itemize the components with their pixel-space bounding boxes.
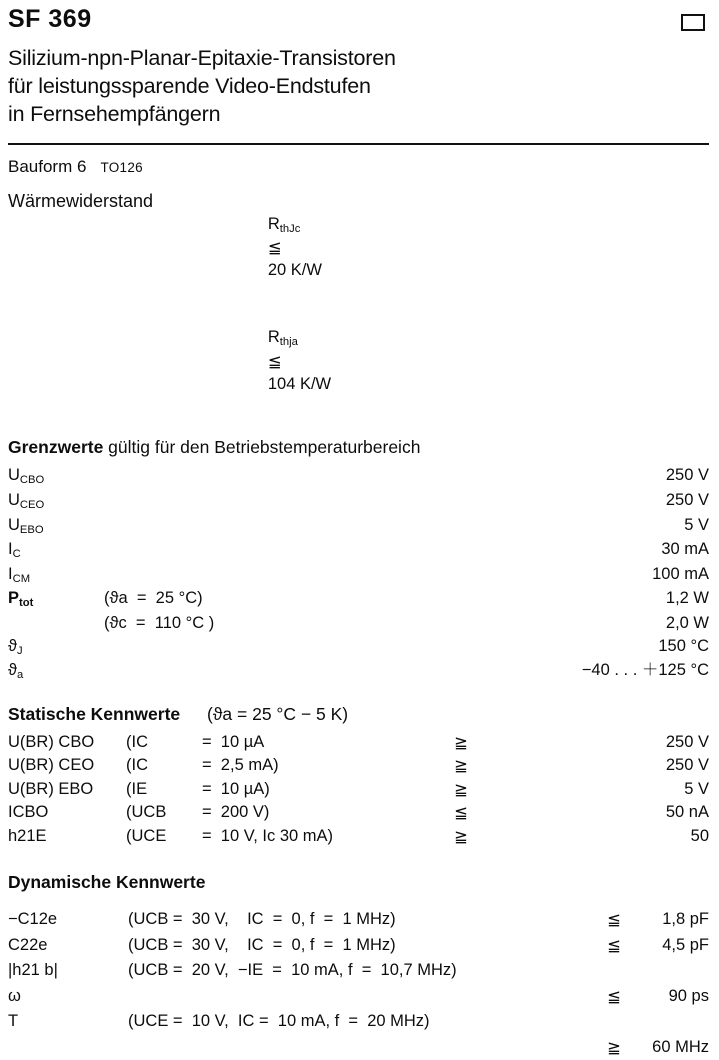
- limits-condition: [104, 514, 254, 539]
- static-relation: ≧: [454, 732, 468, 752]
- dynamic-value: 1,8 pF: [662, 910, 709, 929]
- dynamic-condition: (UCB = 30 V, IC = 0, f = 1 MHz): [128, 935, 396, 954]
- table-row: [8, 538, 709, 563]
- dynamic-condition: [128, 1035, 581, 1060]
- static-value: 250 V: [665, 732, 709, 751]
- package-label: Bauform 6: [8, 156, 87, 176]
- dynamic-relation: [581, 1009, 621, 1035]
- static-symbol: U(BR) CBO: [8, 732, 95, 751]
- dynamic-condition: [128, 984, 581, 1010]
- table-row: [8, 587, 709, 612]
- static-relation: ≦: [454, 803, 468, 823]
- limits-value: 30 mA: [661, 540, 709, 559]
- thermal-relation: ≦: [267, 238, 282, 258]
- limits-condition: (ϑc = 110 °C ): [104, 613, 215, 632]
- thermal-label: Wärmewiderstand: [8, 190, 154, 211]
- limits-symbol: $U_{EBO}$: [8, 515, 44, 536]
- limits-symbol: [8, 612, 104, 635]
- static-relation: ≧: [454, 826, 468, 846]
- limits-symbol: $U_{CEO}$: [8, 490, 45, 512]
- header-row: [8, 6, 709, 34]
- table-row: [8, 933, 709, 959]
- limits-symbol: $P_{tot}$: [8, 589, 34, 610]
- subtitle-line-1: Silizium-npn-Planar-Epitaxie-Transistoren: [8, 45, 396, 70]
- static-table: [8, 731, 709, 848]
- table-row: [8, 1035, 709, 1060]
- static-value: 250 V: [665, 756, 709, 775]
- static-condition-value: = 10 V, Ic 30 mA): [202, 826, 334, 845]
- limits-condition: [104, 464, 254, 489]
- table-row: [8, 489, 709, 514]
- dynamic-relation: [581, 958, 621, 984]
- limits-condition: [104, 659, 254, 684]
- thermal-row: [222, 191, 331, 304]
- dynamic-relation: ≦: [607, 910, 621, 930]
- limits-value: 150 °C: [658, 636, 709, 655]
- dynamic-table: [8, 907, 709, 1060]
- table-row: [8, 612, 709, 635]
- limits-value: 250 V: [665, 466, 709, 485]
- dynamic-symbol: C22e: [8, 935, 48, 954]
- subtitle-line-2: für leistungssparende Video-Endstufen: [8, 73, 371, 98]
- static-condition-value: = 2,5 mA): [202, 756, 279, 775]
- limits-value: 250 V: [665, 490, 709, 509]
- table-row: [8, 659, 709, 684]
- limits-condition: [104, 538, 254, 563]
- static-symbol: U(BR) EBO: [8, 779, 94, 798]
- limits-symbol: $U_{CBO}$: [8, 466, 45, 487]
- divider: [8, 143, 709, 145]
- thermal-row: [222, 304, 331, 417]
- static-condition-symbol: (UCB: [126, 803, 167, 822]
- limits-symbol: $I_{CM}$: [8, 564, 31, 585]
- static-condition-value: = 10 µA): [202, 779, 270, 798]
- static-symbol: U(BR) CEO: [8, 756, 95, 775]
- dynamic-relation: ≦: [607, 986, 621, 1006]
- thermal-values: [222, 191, 331, 418]
- static-relation: ≧: [454, 779, 468, 799]
- static-condition-value: = 200 V): [202, 803, 270, 822]
- static-condition-symbol: (IC: [126, 756, 148, 775]
- limits-heading-bold: Grenzwerte: [8, 437, 104, 458]
- dynamic-value: 90 ps: [668, 986, 709, 1005]
- table-row: [8, 778, 709, 801]
- static-value: 50 nA: [665, 803, 709, 822]
- limits-heading-rest: gültig für den Betriebstemperaturbereich: [103, 437, 421, 458]
- table-row: [8, 825, 709, 848]
- subtitle-line-3: in Fernsehempfängern: [8, 102, 221, 127]
- table-row: [8, 958, 709, 984]
- thermal-value: 20 K/W: [267, 261, 322, 280]
- limits-condition: [104, 563, 254, 588]
- package-row: [8, 157, 709, 177]
- static-condition-value: = 10 µA: [202, 732, 265, 751]
- limits-symbol: $ϑ_a$: [8, 661, 24, 682]
- dynamic-symbol: [8, 1035, 128, 1060]
- limits-symbol: $I_C$: [8, 540, 21, 561]
- limits-symbol: $ϑ_J$: [8, 636, 23, 657]
- table-row: [8, 801, 709, 824]
- square-outline-icon: [681, 14, 705, 31]
- limits-condition: (ϑa = 25 °C): [104, 589, 203, 608]
- thermal-relation: ≦: [267, 351, 282, 371]
- thermal-value: 104 K/W: [267, 374, 332, 393]
- dynamic-symbol: ω: [8, 986, 21, 1005]
- subtitle: [8, 44, 709, 129]
- table-row: [8, 754, 709, 777]
- limits-condition: [104, 489, 254, 514]
- dynamic-value: 4,5 pF: [662, 935, 709, 954]
- limits-heading: [8, 437, 709, 458]
- dynamic-condition: (UCB = 30 V, IC = 0, f = 1 MHz): [128, 910, 396, 929]
- dynamic-condition: (UCE = 10 V, IC = 10 mA, f = 20 MHz): [128, 1012, 430, 1031]
- limits-value: 1,2 W: [665, 589, 709, 608]
- static-heading: [8, 704, 709, 725]
- thermal-subscript: thJc: [279, 223, 301, 236]
- limits-condition: [104, 635, 254, 660]
- dynamic-value: [621, 1009, 709, 1035]
- page-title: SF 369: [8, 5, 92, 33]
- dynamic-heading: Dynamische Kennwerte: [8, 872, 206, 893]
- dynamic-value: [621, 958, 709, 984]
- table-row: [8, 635, 709, 660]
- package-code: TO126: [100, 159, 143, 175]
- static-condition-symbol: (IC: [126, 732, 148, 751]
- table-row: [8, 1009, 709, 1035]
- limits-value: 5 V: [684, 515, 709, 534]
- dynamic-value: 60 MHz: [652, 1037, 709, 1056]
- table-row: [8, 907, 709, 933]
- limits-value: 100 mA: [652, 564, 709, 583]
- limits-value: 2,0 W: [665, 613, 709, 632]
- table-row: [8, 464, 709, 489]
- thermal-resistance-block: [8, 191, 709, 418]
- table-row: [8, 984, 709, 1010]
- table-row: [8, 514, 709, 539]
- thermal-symbol: R: [267, 328, 280, 347]
- table-row: [8, 731, 709, 754]
- limits-table: [8, 464, 709, 684]
- dynamic-symbol: T: [8, 1012, 19, 1031]
- thermal-symbol: R: [267, 214, 280, 233]
- static-relation: ≧: [454, 756, 468, 776]
- dynamic-relation: ≦: [607, 935, 621, 955]
- dynamic-relation: ≧: [607, 1037, 621, 1057]
- static-heading-label: Statische Kennwerte: [8, 703, 181, 724]
- dynamic-symbol: −C12e: [8, 910, 58, 929]
- table-row: [8, 563, 709, 588]
- static-symbol: h21E: [8, 826, 47, 845]
- static-condition-symbol: (UCE: [126, 826, 167, 845]
- static-symbol: ICBO: [8, 803, 49, 822]
- dynamic-condition: (UCB = 20 V, −IE = 10 mA, f = 10,7 MHz): [128, 961, 457, 980]
- thermal-subscript: thja: [279, 336, 298, 349]
- static-heading-condition: (ϑa = 25 °C − 5 K): [207, 703, 349, 724]
- static-value: 50: [690, 826, 709, 845]
- limits-value: −40 . . . ＋125 °C: [581, 661, 709, 680]
- dynamic-symbol: |h21 b|: [8, 961, 58, 980]
- static-condition-symbol: (IE: [126, 779, 148, 798]
- static-value: 5 V: [684, 779, 709, 798]
